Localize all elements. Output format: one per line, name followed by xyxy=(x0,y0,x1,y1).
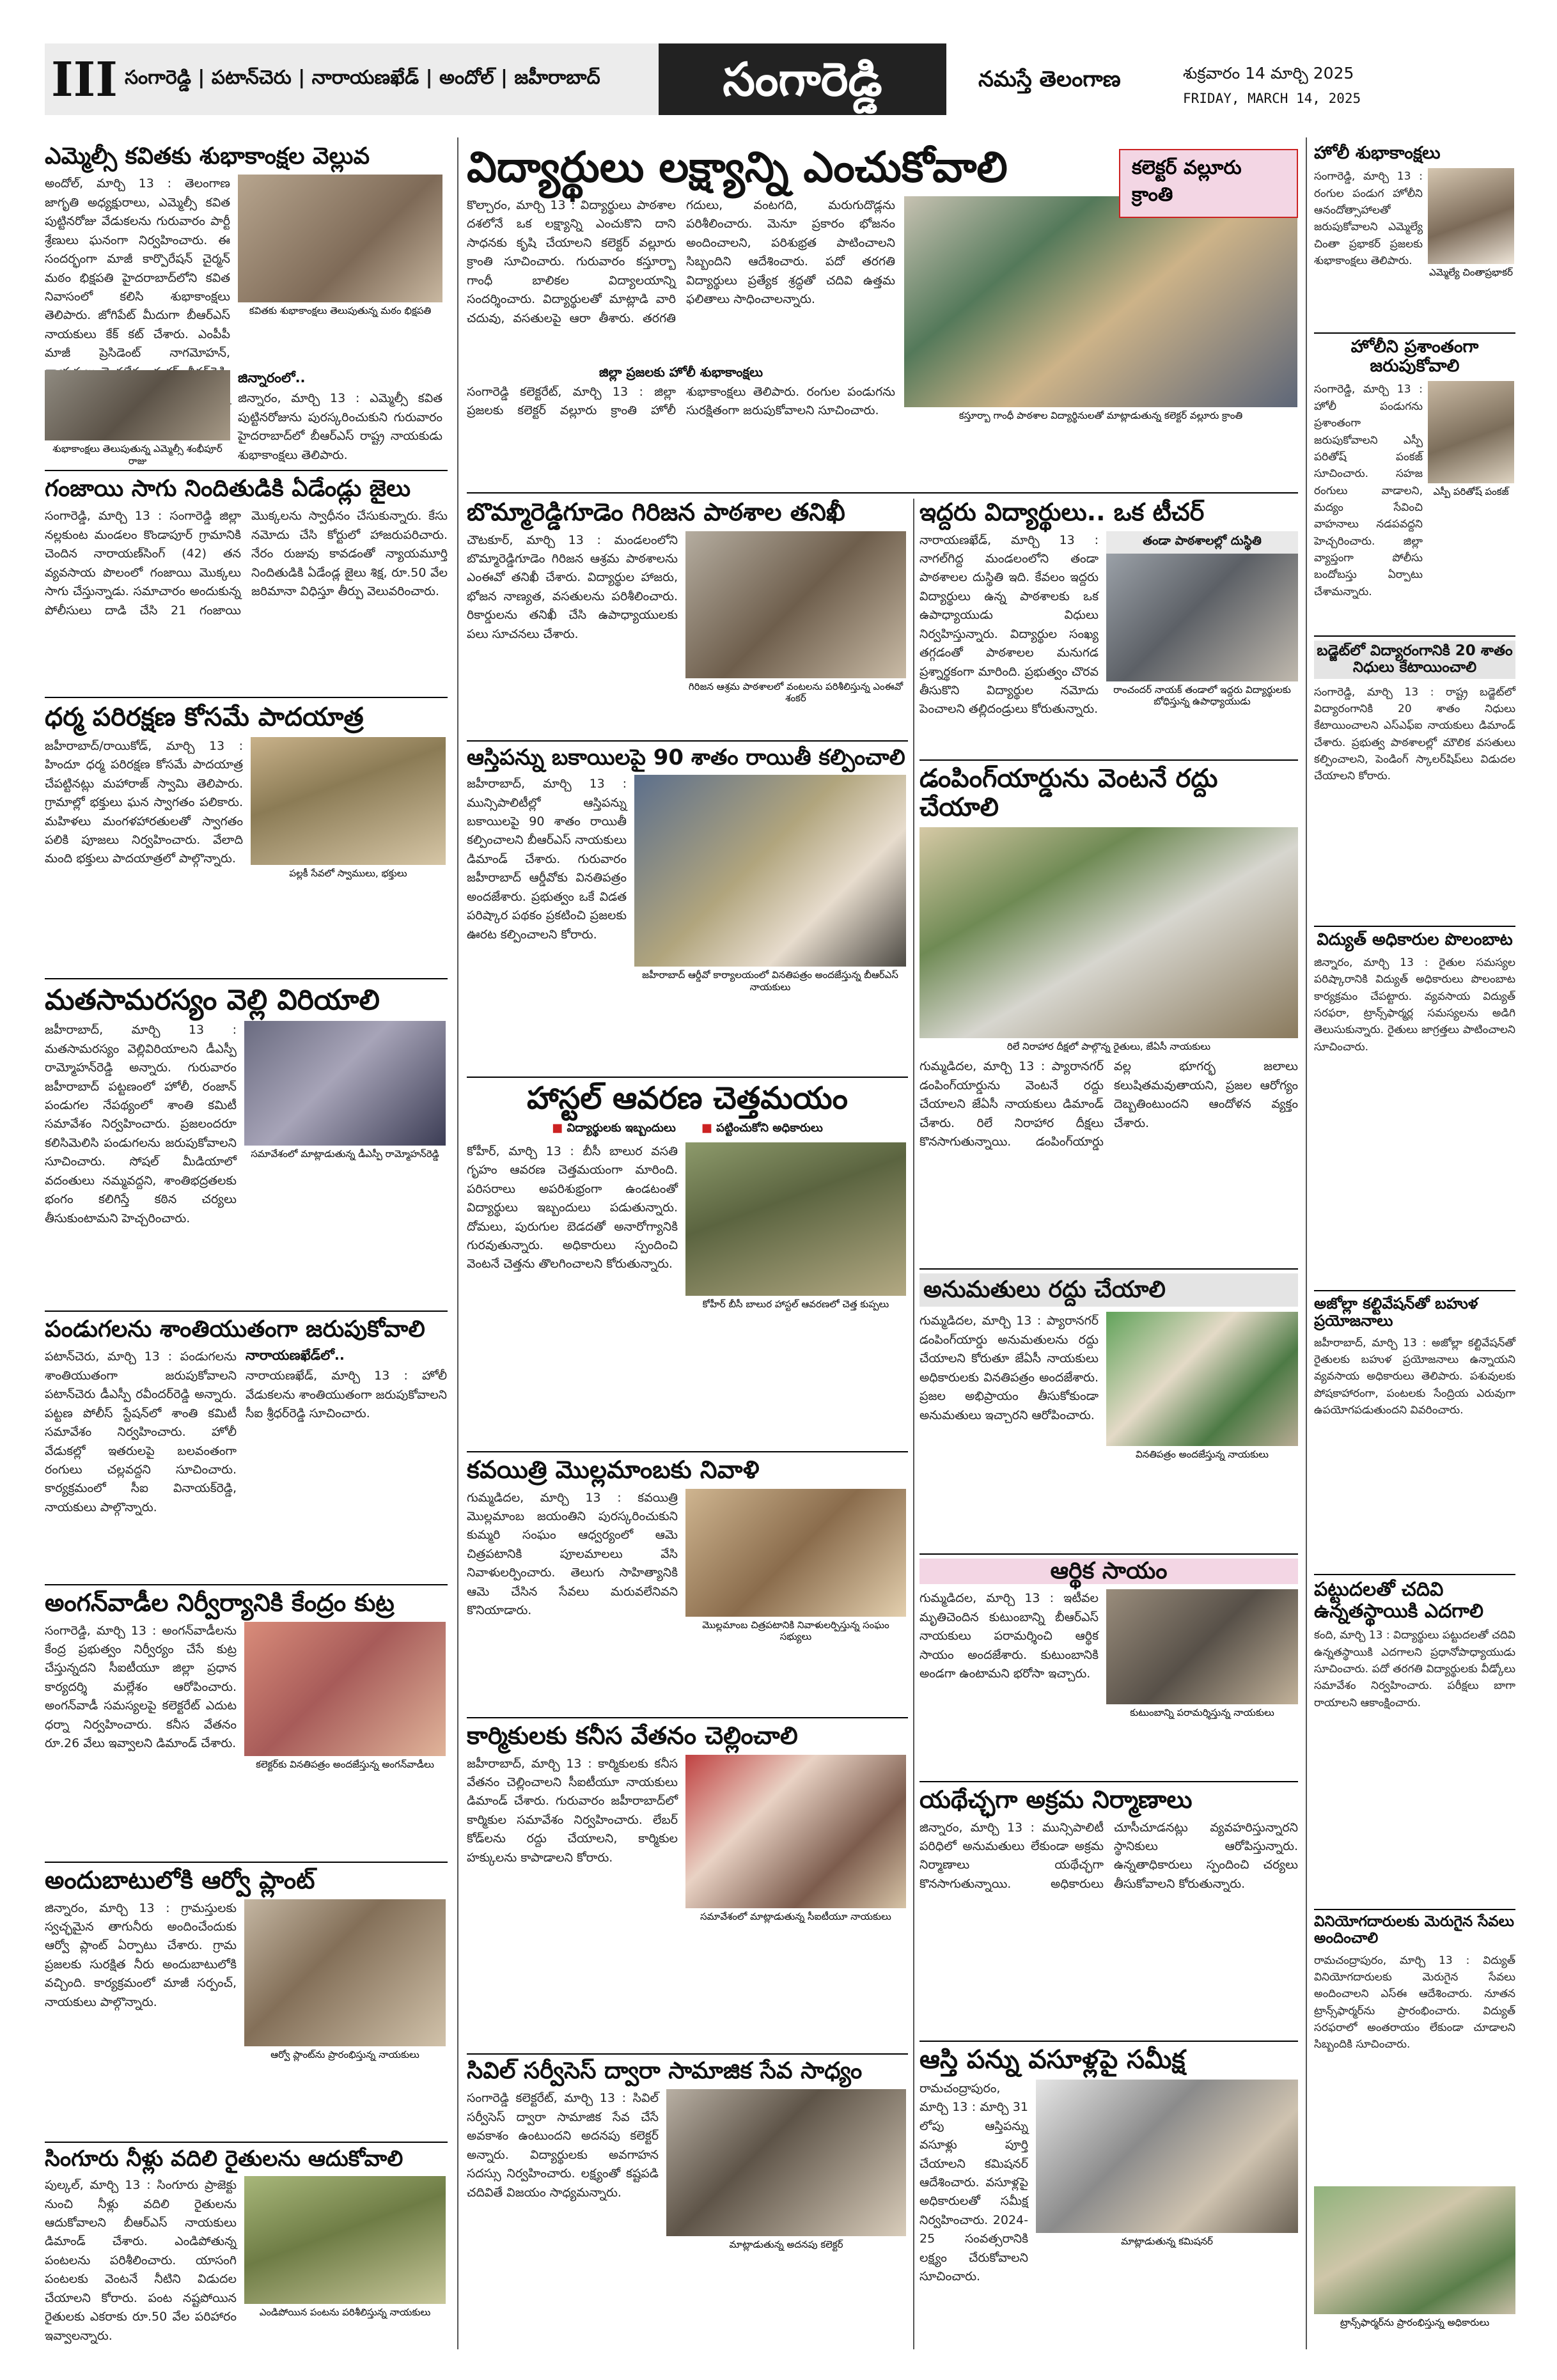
rule xyxy=(919,1553,1298,1555)
story-kavitha-wishes xyxy=(45,143,448,467)
subhead-bullet-2 xyxy=(701,1121,823,1137)
story-singur-water xyxy=(45,2147,448,2351)
story-hostel-garbage xyxy=(467,1082,908,1446)
subhead: నారాయణఖేడ్‌లో.. xyxy=(246,1348,345,1364)
rule xyxy=(1314,635,1515,637)
photo-caption: మాట్లాడుతున్న అదనపు కలెక్టర్ xyxy=(729,2239,843,2251)
headline: ఎమ్మెల్సీ కవితకు శుభాకాంక్షల వెల్లువ xyxy=(45,143,370,169)
story-tax-review xyxy=(919,2046,1298,2353)
edition-places: సంగారెడ్డి | పటాన్‌చెరు | నారాయణఖేడ్ | అందోల్ | జహీరాబాద్ xyxy=(125,66,600,89)
photo-meeting xyxy=(244,1021,446,1146)
headline: పట్టుదలతో చదివి ఉన్నతస్థాయికి ఎదగాలి xyxy=(1314,1578,1483,1622)
photo-caption: ఆర్వో ప్లాంట్‌ను ప్రారంభిస్తున్న నాయకులు xyxy=(270,2048,419,2060)
story-body: అందోల్, మార్చి 13 : తెలంగాణ జాగృతి అధ్యక్షురాలు, ఎమ్మెల్సీ కవిత పుట్టినరోజు వేడుకలను గురువారం పార్టీ శ్రేణులు ఘనంగా నిర్వహించారు. ఈ సందర్భంగా మాజీ కార్పొరేషన్ చైర్మన్ మఠం భిక్షపతి హైదరాబాద్‌లోని కవిత నివాసంలో కలిసి శుభాకాంక్షలు తెలిపారు. జోగిపేట్ మీదుగా బీఆర్ఎస్ నాయకులు కేక్ కట్ చేశారు. ఎంపీపీ మాజీ ప్రెసిడెంట్ నాగమోహన్, xyxy=(45,176,230,361)
story-body: సంగారెడ్డి, మార్చి 13 : అంగన్‌వాడీలను కేంద్ర ప్రభుత్వం నిర్వీర్యం చేసే కుట్ర చేస్తున్నదని సీఐటీయూ జిల్లా ప్రధాన కార్యదర్శి మల్లేశం ఆరోపించారు. అంగన్‌వాడీ సమస్యలపై కలెక్టరేట్ ఎదుట ధర్నా నిర్వహించారు. కనీస వేతనం రూ.26 వేలు ఇవ్వాలని డిమాండ్ చేశారు. xyxy=(45,1623,237,1751)
photo-mla xyxy=(1428,168,1514,264)
story-better-services xyxy=(1314,1914,1515,2355)
headline: యథేచ్ఛగా అక్రమ నిర్మాణాలు xyxy=(919,1785,1193,1814)
photo-transformer xyxy=(1314,2186,1515,2314)
photo-caption: వినతిపత్రం అందజేస్తున్న నాయకులు xyxy=(1136,1449,1269,1461)
story-holi-wishes xyxy=(1314,144,1515,329)
story-body: జహీరాబాద్/రాయికోడ్, మార్చి 13 : హిందూ ధర్మ పరిరక్షణ కోసమే పాదయాత్ర చేపట్టినట్లు మహారాజ్ స్వామి తెలిపారు. గ్రామాల్లో భక్తులు ఘన స్వాగతం పలికారు. మహిళలు మంగళహారతులతో స్వాగతం పలికి పూజలు నిర్వహించారు. వేలాది మంది భక్తులు పాదయాత్రలో పాల్గొన్నారు. xyxy=(45,738,243,866)
photo-review xyxy=(1036,2080,1298,2233)
story-body: జిన్నారం, మార్చి 13 : ఎమ్మెల్సీ కవిత పుట్టినరోజును పురస్కరించుకుని గురువారం హైదరాబాద్‌లో బీఆర్ఎస్ రాష్ట్ర నాయకుడు శుభాకాంక్షలు తెలిపారు. xyxy=(238,391,442,462)
story-body: సంగారెడ్డి, మార్చి 13 : హోలీ పండుగను ప్రశాంతంగా జరుపుకోవాలని ఎస్పీ పరితోష్ పంకజ్ సూచించారు. సహజ రంగులు వాడాలని, మద్యం సేవించి వాహనాలు నడపవద్దని హెచ్చరించారు. జిల్లా వ్యాప్తంగా పోలీసు బందోబస్తు ఏర్పాటు చేశామన్నారు. xyxy=(1314,383,1423,598)
headline: గంజాయి సాగు నిందితుడికి ఏడేండ్లు జైలు xyxy=(45,476,411,502)
lead-headline: విద్యార్థులు లక్ష్యాన్ని ఎంచుకోవాలి xyxy=(467,143,1008,192)
headline: ఆర్థిక సాయం xyxy=(919,1559,1298,1584)
photo-caption: రాంచందర్ నాయక్ తండాలో ఇద్దరు విద్యార్థులకు బోధిస్తున్న ఉపాధ్యాయుడు xyxy=(1113,683,1291,708)
story-civil-services xyxy=(467,2058,908,2353)
story-mollamamba xyxy=(467,1456,908,1712)
bullet-icon: ■ xyxy=(552,1121,567,1135)
story-harmony xyxy=(45,984,448,1304)
rule xyxy=(467,1077,908,1078)
lead-photo xyxy=(904,196,1297,407)
headline: డంపింగ్‌యార్డును వెంటనే రద్దు చేయాలి xyxy=(919,764,1218,822)
story-body: జహీరాబాద్, మార్చి 13 : అజోల్లా కల్టివేషన్‌తో రైతులకు బహుళ ప్రయోజనాలు ఉన్నాయని వ్యవసాయ అధికారులు తెలిపారు. పశువులకు పోషకాహారంగా, పంటలకు సేంద్రియ ఎరువుగా ఉపయోగపడుతుందని వివరించారు. xyxy=(1314,1336,1515,1417)
headline: హోలీని ప్రశాంతంగా జరుపుకోవాలి xyxy=(1350,337,1479,377)
rule xyxy=(1314,332,1515,334)
photo-caption: సమావేశంలో మాట్లాడుతున్న డీఎస్పీ రామ్మోహన్‌రెడ్డి xyxy=(251,1148,439,1160)
story-minimum-wage xyxy=(467,1722,908,2048)
story-body: జిన్నారం, మార్చి 13 : రైతుల సమస్యల పరిష్కారానికి విద్యుత్ అధికారులు పొలంబాట కార్యక్రమం చేపట్టారు. వ్యవసాయ విద్యుత్ సరఫరా, ట్రాన్స్‌ఫార్మర్ల సమస్యలను అడిగి తెలుసుకున్నారు. రైతులు జాగ్రత్తలు పాటించాలని సూచించారు. xyxy=(1314,956,1515,1054)
story-holi-peaceful xyxy=(1314,338,1515,632)
story-body: గుమ్మడిదల, మార్చి 13 : ఇటీవల మృతిచెందిన కుటుంబాన్ని బీఆర్ఎస్ నాయకులు పరామర్శించి ఆర్థిక సాయం అందజేశారు. కుటుంబానికి అండగా ఉంటామని భరోసా ఇచ్చారు. xyxy=(919,1591,1099,1681)
story-body: గుమ్మడిదల, మార్చి 13 : ప్యారానగర్ డంపింగ్‌యార్డును వెంటనే రద్దు చేయాలని జేఏసీ నాయకులు డిమాండ్ చేశారు. రిలే నిరాహార దీక్షలు కొనసాగుతున్నాయి. డంపింగ్‌యార్డు వల్ల భూగర్భ జలాలు కలుషితమవుతాయని, ప్రజల ఆరోగ్యం దెబ్బతింటుందని ఆందోళన వ్యక్తం చేశారు. xyxy=(919,1059,1298,1149)
headline: వినియోగదారులకు మెరుగైన సేవలు అందించాలి xyxy=(1314,1913,1514,1947)
story-two-students xyxy=(919,499,1298,754)
story-body: జిన్నారం, మార్చి 13 : మున్సిపాలిటీ పరిధిలో అనుమతులు లేకుండా అక్రమ నిర్మాణాలు యథేచ్ఛగా కొనసాగుతున్నాయి. అధికారులు చూసీచూడనట్లు వ్యవహరిస్తున్నారని స్థానికులు ఆరోపిస్తున్నారు. ఉన్నతాధికారులు స్పందించి చర్యలు తీసుకోవాలని కోరుతున్నారు. xyxy=(919,1820,1298,1891)
story-property-tax-rebate xyxy=(467,745,908,1071)
headline: అనుమతులు రద్దు చేయాలి xyxy=(919,1273,1298,1307)
story-body: చౌటకూర్, మార్చి 13 : మండలంలోని బొమ్మారెడ్డిగూడెం గిరిజన ఆశ్రమ పాఠశాలను ఎంఈవో తనిఖీ చేశారు. విద్యార్థుల హాజరు, భోజన నాణ్యత, వసతులను పరిశీలించారు. రికార్డులను తనిఖీ చేసి ఉపాధ్యాయులకు పలు సూచనలు చేశారు. xyxy=(467,533,678,641)
rule xyxy=(1314,1909,1515,1910)
column-divider xyxy=(1306,137,1307,2349)
photo-sp xyxy=(1428,381,1514,483)
photo-crops xyxy=(244,2176,446,2304)
photo-caption: శుభాకాంక్షలు తెలుపుతున్న ఎమ్మెల్సీ శంభీపూర్ రాజు xyxy=(52,443,223,467)
story-body: నారాయణఖేడ్, మార్చి 13 : నాగల్‌గిద్ద మండలంలోని తండా పాఠశాలల దుస్థితి ఇది. కేవలం ఇద్దరు విద్యార్థులు ఉన్న పాఠశాలకు ఒక ఉపాధ్యాయుడు విధులు నిర్వహిస్తున్నారు. విద్యార్థుల సంఖ్య తగ్గడంతో పాఠశాలల మనుగడ ప్రశ్నార్థకంగా మారింది. ప్రభుత్వం చొరవ తీసుకొని విద్యార్థుల నమోదు పెంచాలని తల్లిదండ్రులు కోరుతున్నారు. xyxy=(919,533,1099,717)
story-body: సంగారెడ్డి, మార్చి 13 : సంగారెడ్డి జిల్లా నల్లకుంట మండలం కొండాపూర్ గ్రామానికి చెందిన నారాయణ్‌సింగ్ (42) తన వ్యవసాయ పొలంలో గంజాయి మొక్కలు సాగు చేస్తున్నాడు. సమాచారం అందుకున్న పోలీసులు దాడి చేసి 21 గంజాయి మొక్కలను స్వాధీనం చేసుకున్నారు. కేసు నమోదు చేసి కోర్టులో హాజరుపరిచారు. నేరం రుజువు కావడంతో న్యాయమూర్తి నిందితుడికి ఏడేండ్ల జైలు శిక్ష, రూ.50 వేల జరిమానా విధిస్తూ తీర్పు వెలువరించారు. xyxy=(45,509,448,618)
rule xyxy=(467,740,908,742)
headline: మతసామరస్యం వెల్లి విరియాలి xyxy=(45,984,380,1016)
rule xyxy=(919,1268,1298,1270)
story-body: నారాయణఖేడ్, మార్చి 13 : హోలీ వేడుకలను శాంతియుతంగా జరుపుకోవాలని సీఐ శ్రీధర్‌రెడ్డి సూచించారు. xyxy=(246,1369,447,1421)
lead-story xyxy=(467,144,1298,486)
photo-caption: పల్లకీ సేవలో స్వాములు, భక్తులు xyxy=(289,867,407,879)
story-body: రామచంద్రాపురం, మార్చి 13 : మార్చి 31 లోపు ఆస్తిపన్ను వసూళ్లు పూర్తి చేయాలని కమిషనర్ ఆదేశించారు. వసూళ్లపై అధికారులతో సమీక్ష నిర్వహించారు. 2024-25 సంవత్సరానికి లక్ష్యం చేరుకోవాలని సూచించారు. xyxy=(919,2081,1028,2284)
photo-anganwadi xyxy=(244,1622,446,1756)
headline: బొమ్మారెడ్డిగూడెం గిరిజన పాఠశాల తనిఖీ xyxy=(467,498,845,526)
story-body: సంగారెడ్డి కలెక్టరేట్, మార్చి 13 : సివిల్ సర్వీసెస్ ద్వారా సామాజిక సేవ చేసే అవకాశం ఉంటుందని అదనపు కలెక్టర్ అన్నారు. విద్యార్థులకు అవగాహన సదస్సు నిర్వహించారు. లక్ష్యంతో కష్టపడి చదివితే విజయం సాధ్యమన్నారు. xyxy=(467,2091,659,2200)
headline: బడ్జెట్‌లో విద్యారంగానికి 20 శాతం నిధులు కేటాయించాలి xyxy=(1314,641,1515,679)
date-telugu: శుక్రవారం 14 మార్చి 2025 xyxy=(1183,64,1354,82)
headline: ఆస్తి పన్ను వసూళ్లపై సమీక్ష xyxy=(919,2045,1185,2074)
story-body: సంగారెడ్డి, మార్చి 13 : రంగుల పండుగ హోలీని ఆనందోత్సాహాలతో జరుపుకోవాలని ఎమ్మెల్యే చింతా ప్రభాకర్ ప్రజలకు శుభాకాంక్షలు తెలిపారు. xyxy=(1314,170,1423,267)
photo-hunger-strike xyxy=(919,827,1298,1038)
story-body: సంగారెడ్డి కలెక్టరేట్, మార్చి 13 : జిల్లా ప్రజలకు కలెక్టర్ వల్లూరు క్రాంతి హోలీ శుభాకాంక్షలు తెలిపారు. రంగుల పండుగను సురక్షితంగా జరుపుకోవాలని సూచించారు. xyxy=(467,385,895,418)
photo-tanda-school xyxy=(1106,554,1298,681)
story-body: రామచంద్రాపురం, మార్చి 13 : విద్యుత్ వినియోగదారులకు మెరుగైన సేవలు అందించాలని ఎస్ఈ ఆదేశించారు. నూతన ట్రాన్స్‌ఫార్మర్‌ను ప్రారంభించారు. విద్యుత్ సరఫరాలో అంతరాయం లేకుండా చూడాలని సిబ్బందికి సూచించారు. xyxy=(1314,1954,1515,2051)
bullet-icon: ■ xyxy=(701,1121,717,1135)
photo-hostel xyxy=(685,1142,906,1296)
story-body: పుల్కల్, మార్చి 13 : సింగూరు ప్రాజెక్టు నుంచి నీళ్లు వదిలి రైతులను ఆదుకోవాలని బీఆర్ఎస్ నాయకులు డిమాండ్ చేశారు. ఎండిపోతున్న పంటలను పరిశీలించారు. యాసంగి పంటలకు వెంటనే నీటిని విడుదల చేయాలని కోరారు. పంట నష్టపోయిన రైతులకు ఎకరాకు రూ.50 వేల పరిహారం ఇవ్వాలన్నారు. xyxy=(45,2178,237,2343)
rule xyxy=(45,470,448,471)
story-body: జహీరాబాద్, మార్చి 13 : మున్సిపాలిటీల్లో ఆస్తిపన్ను బకాయిలపై 90 శాతం రాయితీ కల్పించాలని బీఆర్ఎస్ నాయకులు డిమాండ్ చేశారు. గురువారం జహీరాబాద్ ఆర్డీవోకు వినతిపత్రం అందజేశారు. ప్రభుత్వం ఒకే విడత పరిష్కార పథకం ప్రకటించి ప్రజలకు ఊరట కల్పించాలని కోరారు. xyxy=(467,777,627,942)
column-divider xyxy=(457,137,458,2349)
story-body: కోహీర్, మార్చి 13 : బీసీ బాలుర వసతి గృహం ఆవరణ చెత్తమయంగా మారింది. పరిసరాలు అపరిశుభ్రంగా ఉండటంతో విద్యార్థులు ఇబ్బందులు పడుతున్నారు. దోమలు, పురుగుల బెడదతో అనారోగ్యానికి గురవుతున్నారు. అధికారులు స్పందించి వెంటనే చెత్తను తొలగించాలని కోరుతున్నారు. xyxy=(467,1144,678,1272)
photo-ro-plant xyxy=(244,1899,446,2046)
photo-kavitha xyxy=(238,175,442,302)
lead-body: కొల్చారం, మార్చి 13 : విద్యార్థులు పాఠశాల దశలోనే ఒక లక్ష్యాన్ని ఎంచుకొని దాని సాధనకు కృషి చేయాలని కలెక్టర్ వల్లూరు క్రాంతి సూచించారు. గురువారం కస్తూర్బా గాంధీ బాలికల విద్యాలయాన్ని సందర్శించారు. విద్యార్థులతో మాట్లాడి వారి చదువు, వసతులపై ఆరా తీశారు. తరగతి గదులు, వంటగది, మరుగుదొడ్లను పరిశీలించారు. మెనూ ప్రకారం భోజనం అందించాలని, పరిశుభ్రత పాటించాలని సిబ్బందిని ఆదేశించారు. పదో తరగతి విద్యార్థులు ప్రత్యేక శ్రద్ధతో చదివి ఉత్తమ ఫలితాలు సాధించాలన్నారు. xyxy=(467,198,895,325)
headline: అజోల్లా కల్టివేషన్‌తో బహుళ ప్రయోజనాలు xyxy=(1314,1295,1478,1330)
rule xyxy=(467,1451,908,1452)
photo-wishes xyxy=(45,370,230,440)
photo-caption: మాట్లాడుతున్న కమిషనర్ xyxy=(1121,2235,1213,2247)
rule xyxy=(919,759,1298,761)
photo-caption: ఎమ్మెల్యే చింతాప్రభాకర్ xyxy=(1429,267,1513,279)
masthead xyxy=(45,43,1515,115)
story-anganwadi xyxy=(45,1589,448,1858)
rule xyxy=(1314,1574,1515,1575)
rule xyxy=(467,1717,908,1718)
rule xyxy=(919,1781,1298,1782)
story-tribal-school xyxy=(467,499,908,735)
story-cancel-permissions xyxy=(919,1273,1298,1548)
photo-caption: కస్తూర్బా గాంధీ పాఠశాల విద్యార్థినులతో మాట్లాడుతున్న కలెక్టర్ వల్లూరు క్రాంతి xyxy=(958,409,1243,421)
subhead: పట్టించుకోని అధికారులు xyxy=(716,1121,823,1135)
headline: కార్మికులకు కనీస వేతనం చెల్లించాలి xyxy=(467,1722,798,1750)
photo-seminar xyxy=(666,2089,906,2236)
photo-caption: ఎండిపోయిన పంటను పరిశీలిస్తున్న నాయకులు xyxy=(259,2306,431,2319)
photo-caption: జహీరాబాద్ ఆర్డీవో కార్యాలయంలో వినతిపత్రం అందజేస్తున్న బీఆర్ఎస్ నాయకులు xyxy=(642,969,898,993)
subhead: జిన్నారంలో.. xyxy=(238,370,306,386)
story-illegal-constructions xyxy=(919,1786,1298,2035)
photo-petition xyxy=(1106,1312,1298,1446)
story-azolla xyxy=(1314,1295,1515,1570)
headline: సింగూరు నీళ్లు వదిలి రైతులను ఆదుకోవాలి xyxy=(45,2146,403,2172)
photo-caption: కోహీర్ బీసీ బాలుర హాస్టల్ ఆవరణలో చెత్త కుప్పలు xyxy=(702,1298,889,1310)
story-body: గుమ్మడిదల, మార్చి 13 : కవయిత్రి మొల్లమాంబ జయంతిని పురస్కరించుకుని కుమ్మరి సంఘం ఆధ్వర్యంలో ఆమె చిత్రపటానికి పూలమాలలు వేసి నివాళులర్పించారు. తెలుగు సాహిత్యానికి ఆమె చేసిన సేవలు మరువలేనివని కొనియాడారు. xyxy=(467,1490,678,1618)
photo-workers xyxy=(685,1755,906,1908)
subhead: విద్యార్థులకు ఇబ్బందులు xyxy=(567,1121,676,1135)
paper-name: నమస్తే తెలంగాణ xyxy=(978,66,1121,92)
photo-caption: మొల్లమాంబ చిత్రపటానికి నివాళులర్పిస్తున్న సంఘం సభ్యులు xyxy=(702,1619,889,1643)
story-education-budget xyxy=(1314,641,1515,922)
story-body: జిన్నారం, మార్చి 13 : గ్రామస్తులకు స్వచ్ఛమైన తాగునీరు అందించేందుకు ఆర్వో ప్లాంట్ ఏర్పాటు చేశారు. గ్రామ ప్రజలకు సురక్షిత నీరు అందుబాటులోకి వచ్చింది. కార్యక్రమంలో మాజీ సర్పంచ్, నాయకులు పాల్గొన్నారు. xyxy=(45,1901,237,2009)
photo-caption: గిరిజన ఆశ్రమ పాఠశాలలో వంటలను పరిశీలిస్తున్న ఎంఈవో శంకర్ xyxy=(688,680,904,704)
photo-caption: రిలే నిరాహార దీక్షలో పాల్గొన్న రైతులు, జేఏసీ నాయకులు xyxy=(1006,1040,1211,1052)
headline: సివిల్ సర్వీసెస్ ద్వారా సామాజిక సేవ సాధ్యం xyxy=(467,2058,863,2084)
story-study-hard xyxy=(1314,1579,1515,1905)
headline: పండుగలను శాంతియుతంగా జరుపుకోవాలి xyxy=(45,1316,425,1342)
story-body: జహీరాబాద్, మార్చి 13 : మతసామరస్యం వెల్లివిరియాలని డీఎస్పీ రామ్మోహన్‌రెడ్డి అన్నారు. గురువారం జహీరాబాద్ పట్టణంలో హోలీ, రంజాన్ పండుగల నేపథ్యంలో శాంతి కమిటీ సమావేశం నిర్వహించారు. ప్రజలందరూ కలిసిమెలిసి పండుగలను జరుపుకోవాలని సూచించారు. సోషల్ మీడియాలో వదంతులు నమ్మవద్దని, శాంతిభద్రతలకు భంగం కలిగిస్తే కఠిన చర్యలు తీసుకుంటామని హెచ్చరించారు. xyxy=(45,1023,237,1225)
photo-rdo-office xyxy=(634,775,906,967)
headline: ధర్మ పరిరక్షణ కోసమే పాదయాత్ర xyxy=(45,703,364,732)
headline: విద్యుత్ అధికారుల పొలంబాట xyxy=(1317,930,1513,949)
page-number: III xyxy=(51,52,118,107)
story-ro-plant xyxy=(45,1867,448,2135)
date-english: FRIDAY, MARCH 14, 2025 xyxy=(1183,91,1361,106)
photo-caption: ఎస్పీ పరితోష్ పంకజ్ xyxy=(1433,486,1509,498)
rule xyxy=(45,2142,448,2143)
story-financial-aid xyxy=(919,1559,1298,1776)
headline: ఆస్తిపన్ను బకాయిలపై 90 శాతం రాయితీ కల్పించాలి xyxy=(467,745,905,770)
story-padayatra xyxy=(45,703,448,972)
rule xyxy=(1314,1290,1515,1291)
headline: అందుబాటులోకి ఆర్వో ప్లాంట్ xyxy=(45,1866,315,1894)
rule xyxy=(45,1584,448,1585)
story-body: పటాన్‌చెరు, మార్చి 13 : పండుగలను శాంతియుతంగా జరుపుకోవాలని పటాన్‌చెరు డీఎస్పీ రవీందర్‌రెడ్డి అన్నారు. పట్టణ పోలీస్ స్టేషన్‌లో శాంతి కమిటీ సమావేశం నిర్వహించారు. హోలీ వేడుకల్లో ఇతరులపై బలవంతంగా రంగులు చల్లవద్దని సూచించారు. కార్యక్రమంలో సీఐ వినాయక్‌రెడ్డి, నాయకులు పాల్గొన్నారు. xyxy=(45,1349,237,1514)
story-electricity-field-visit xyxy=(1314,931,1515,1286)
rule xyxy=(45,978,448,979)
photo-caption: కవితకు శుభాకాంక్షలు తెలుపుతున్న మఠం భిక్షపతి xyxy=(249,305,432,317)
photo-tribute xyxy=(685,1489,906,1617)
headline: హాస్టల్ ఆవరణ చెత్తమయం xyxy=(527,1080,848,1116)
headline: ఇద్దరు విద్యార్థులు.. ఒక టీచర్ xyxy=(919,498,1205,526)
photo-padayatra xyxy=(251,737,446,865)
story-body: జహీరాబాద్, మార్చి 13 : కార్మికులకు కనీస వేతనం చెల్లించాలని సీఐటీయూ నాయకులు డిమాండ్ చేశారు. గురువారం జహీరాబాద్‌లో కార్మికుల సమావేశం నిర్వహించారు. లేబర్ కోడ్‌లను రద్దు చేయాలని, కార్మికుల హక్కులను కాపాడాలని కోరారు. xyxy=(467,1756,678,1865)
story-dumping-yard xyxy=(919,765,1298,1263)
edition-title: సంగారెడ్డి xyxy=(659,43,946,115)
rule xyxy=(467,2053,908,2055)
photo-caption: ట్రాన్స్‌ఫార్మర్‌ను ప్రారంభిస్తున్న అధికారులు xyxy=(1340,2316,1490,2328)
rule xyxy=(45,1311,448,1312)
story-peaceful-festivals xyxy=(45,1317,448,1579)
subhead: జిల్లా ప్రజలకు హోలీ శుభాకాంక్షలు xyxy=(599,364,763,380)
photo-caption: సమావేశంలో మాట్లాడుతున్న సీఐటీయూ నాయకులు xyxy=(700,1910,891,1922)
rule xyxy=(1314,926,1515,927)
rule xyxy=(45,697,448,698)
story-body: కంది, మార్చి 13 : విద్యార్థులు పట్టుదలతో చదివి ఉన్నతస్థాయికి ఎదగాలని ప్రధానోపాధ్యాయుడు సూచించారు. పదో తరగతి విద్యార్థులకు వీడ్కోలు సమావేశం నిర్వహించారు. పరీక్షలు బాగా రాయాలని ఆకాంక్షించారు. xyxy=(1314,1629,1515,1709)
rule xyxy=(45,1862,448,1863)
subhead-bullet-1 xyxy=(552,1121,676,1137)
headline: అంగన్‌వాడీల నిర్వీర్యానికి కేంద్రం కుట్ర xyxy=(45,1589,395,1617)
photo-school xyxy=(685,531,906,678)
photo-caption: కలెక్టర్‌కు వినతిపత్రం అందజేస్తున్న అంగన్‌వాడీలు xyxy=(256,1758,434,1770)
headline: హోలీ శుభాకాంక్షలు xyxy=(1314,143,1441,163)
lead-byline-tag: కలెక్టర్ వల్లూరు క్రాంతి xyxy=(1119,149,1298,218)
subhead: తండా పాఠశాలల్లో దుస్థితి xyxy=(1106,531,1298,554)
column-divider xyxy=(913,499,914,2349)
photo-caption: కుటుంబాన్ని పరామర్శిస్తున్న నాయకులు xyxy=(1130,1707,1274,1719)
rule xyxy=(467,492,1298,494)
photo-family xyxy=(1106,1589,1298,1704)
headline: కవయిత్రి మొల్లమాంబకు నివాళి xyxy=(467,1456,760,1484)
story-body: సంగారెడ్డి, మార్చి 13 : రాష్ట్ర బడ్జెట్‌లో విద్యారంగానికి 20 శాతం నిధులు కేటాయించాలని ఎస్ఎఫ్ఐ నాయకులు డిమాండ్ చేశారు. ప్రభుత్వ పాఠశాలల్లో మౌలిక వసతులు కల్పించాలని, పెండింగ్ స్కాలర్‌షిప్‌లు విడుదల చేయాలని కోరారు. xyxy=(1314,685,1515,783)
story-ganja-jail xyxy=(45,476,448,690)
rule xyxy=(919,2041,1298,2042)
story-body: గుమ్మడిదల, మార్చి 13 : ప్యారానగర్ డంపింగ్‌యార్డు అనుమతులను రద్దు చేయాలని కోరుతూ జేఏసీ నాయకులు అధికారులకు వినతిపత్రం అందజేశారు. ప్రజల అభిప్రాయం తీసుకోకుండా అనుమతులు ఇచ్చారని ఆరోపించారు. xyxy=(919,1314,1099,1422)
